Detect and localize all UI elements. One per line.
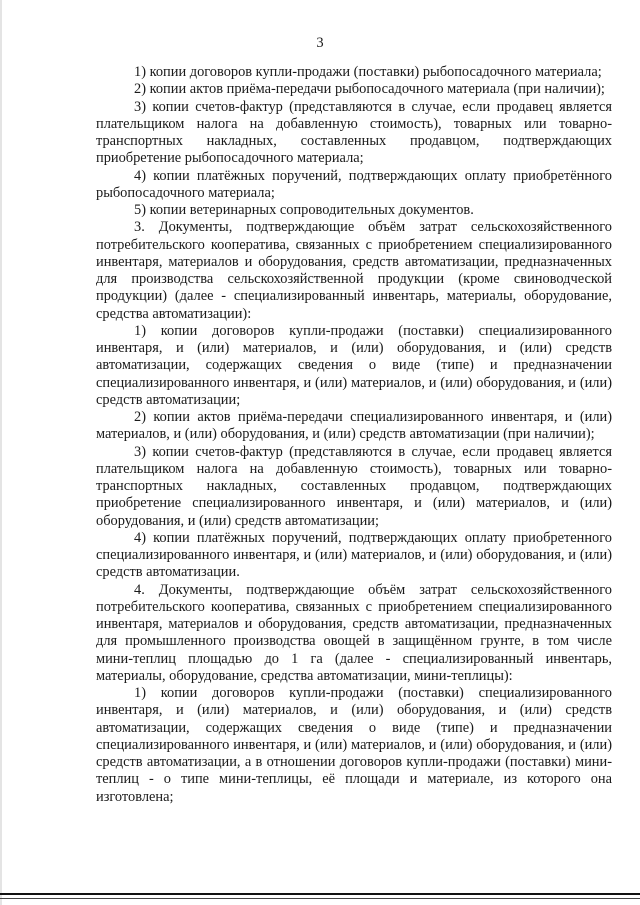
paragraph: 1) копии договоров купли-продажи (поставки) специализированного инвентаря, и (или) материалов, и (или) оборудования, и (или) средств автоматизации, содержащих сведения о виде (типе) и предназначении специализированного инвентаря, и (или) материалов, и (или) оборудования, и (или) средств автоматизации; [96,322,612,408]
paragraph: 1) копии договоров купли-продажи (поставки) специализированного инвентаря, и (или) материалов, и (или) оборудования, и (или) средств автоматизации, содержащих сведения о виде (типе) и предназначении специализированного инвентаря, и (или) материалов, и (или) оборудования, и (или) средств автоматизации, а в отношении договоров купли-продажи (поставки) мини-теплиц - о типе мини-теплицы, её площади и материале, из которого она изготовлена; [96,685,612,805]
paragraph: 4) копии платёжных поручений, подтверждающих оплату приобретенного специализированного инвентаря, и (или) материалов, и (или) оборудования, и (или) средств автоматизации. [96,529,612,581]
paragraph: 3. Документы, подтверждающие объём затрат сельскохозяйственного потребительского кооператива, связанных с приобретением специализированного инвентаря, материалов и оборудования, средств автоматизации, предназначенных для производства сельскохозяйственной продукции (кроме свиноводческой продукции) (далее - специализированный инвентарь, материалы, оборудование, средства автоматизации): [96,219,612,322]
paragraph: 4) копии платёжных поручений, подтверждающих оплату приобретённого рыбопосадочного материала; [96,167,612,201]
paragraph: 3) копии счетов-фактур (представляются в случае, если продавец является плательщиком налога на добавленную стоимость), товарных или товарно-транспортных накладных, составленных продавцом, подтверждающих приобретение специализированного инвентаря, и (или) материалов, и (или) оборудования, и (или) средств автоматизации; [96,443,612,529]
bottom-scan-line [0,898,640,899]
paragraph: 5) копии ветеринарных сопроводительных документов. [134,202,474,218]
paragraph: 2) копии актов приёма-передачи специализированного инвентаря, и (или) материалов, и (или) оборудования, и (или) средств автоматизации (при наличии); [96,409,612,443]
paragraph: 4. Документы, подтверждающие объём затрат сельскохозяйственного потребительского кооператива, связанных с приобретением специализированного инвентаря, материалов и оборудования, средств автоматизации, предназначенных для промышленного производства овощей в защищённом грунте, в том числе мини-теплиц площадью до 1 га (далее - специализированный инвентарь, материалы, оборудование, средства автоматизации, мини-теплицы): [96,581,612,684]
paragraph: 2) копии актов приёма-передачи рыбопосадочного материала (при наличии); [134,81,605,98]
document-body [96,64,612,806]
bottom-scan-line [0,893,640,895]
paragraph: 3) копии счетов-фактур (представляются в случае, если продавец является плательщиком налога на добавленную стоимость), товарных или товарно-транспортных накладных, составленных продавцом, подтверждающих приобретение рыбопосадочного материала; [96,98,612,167]
paragraph: 1) копии договоров купли-продажи (поставки) рыбопосадочного материала; [134,64,602,80]
page-number: 3 [316,35,324,51]
scan-edge-shadow [0,0,2,905]
